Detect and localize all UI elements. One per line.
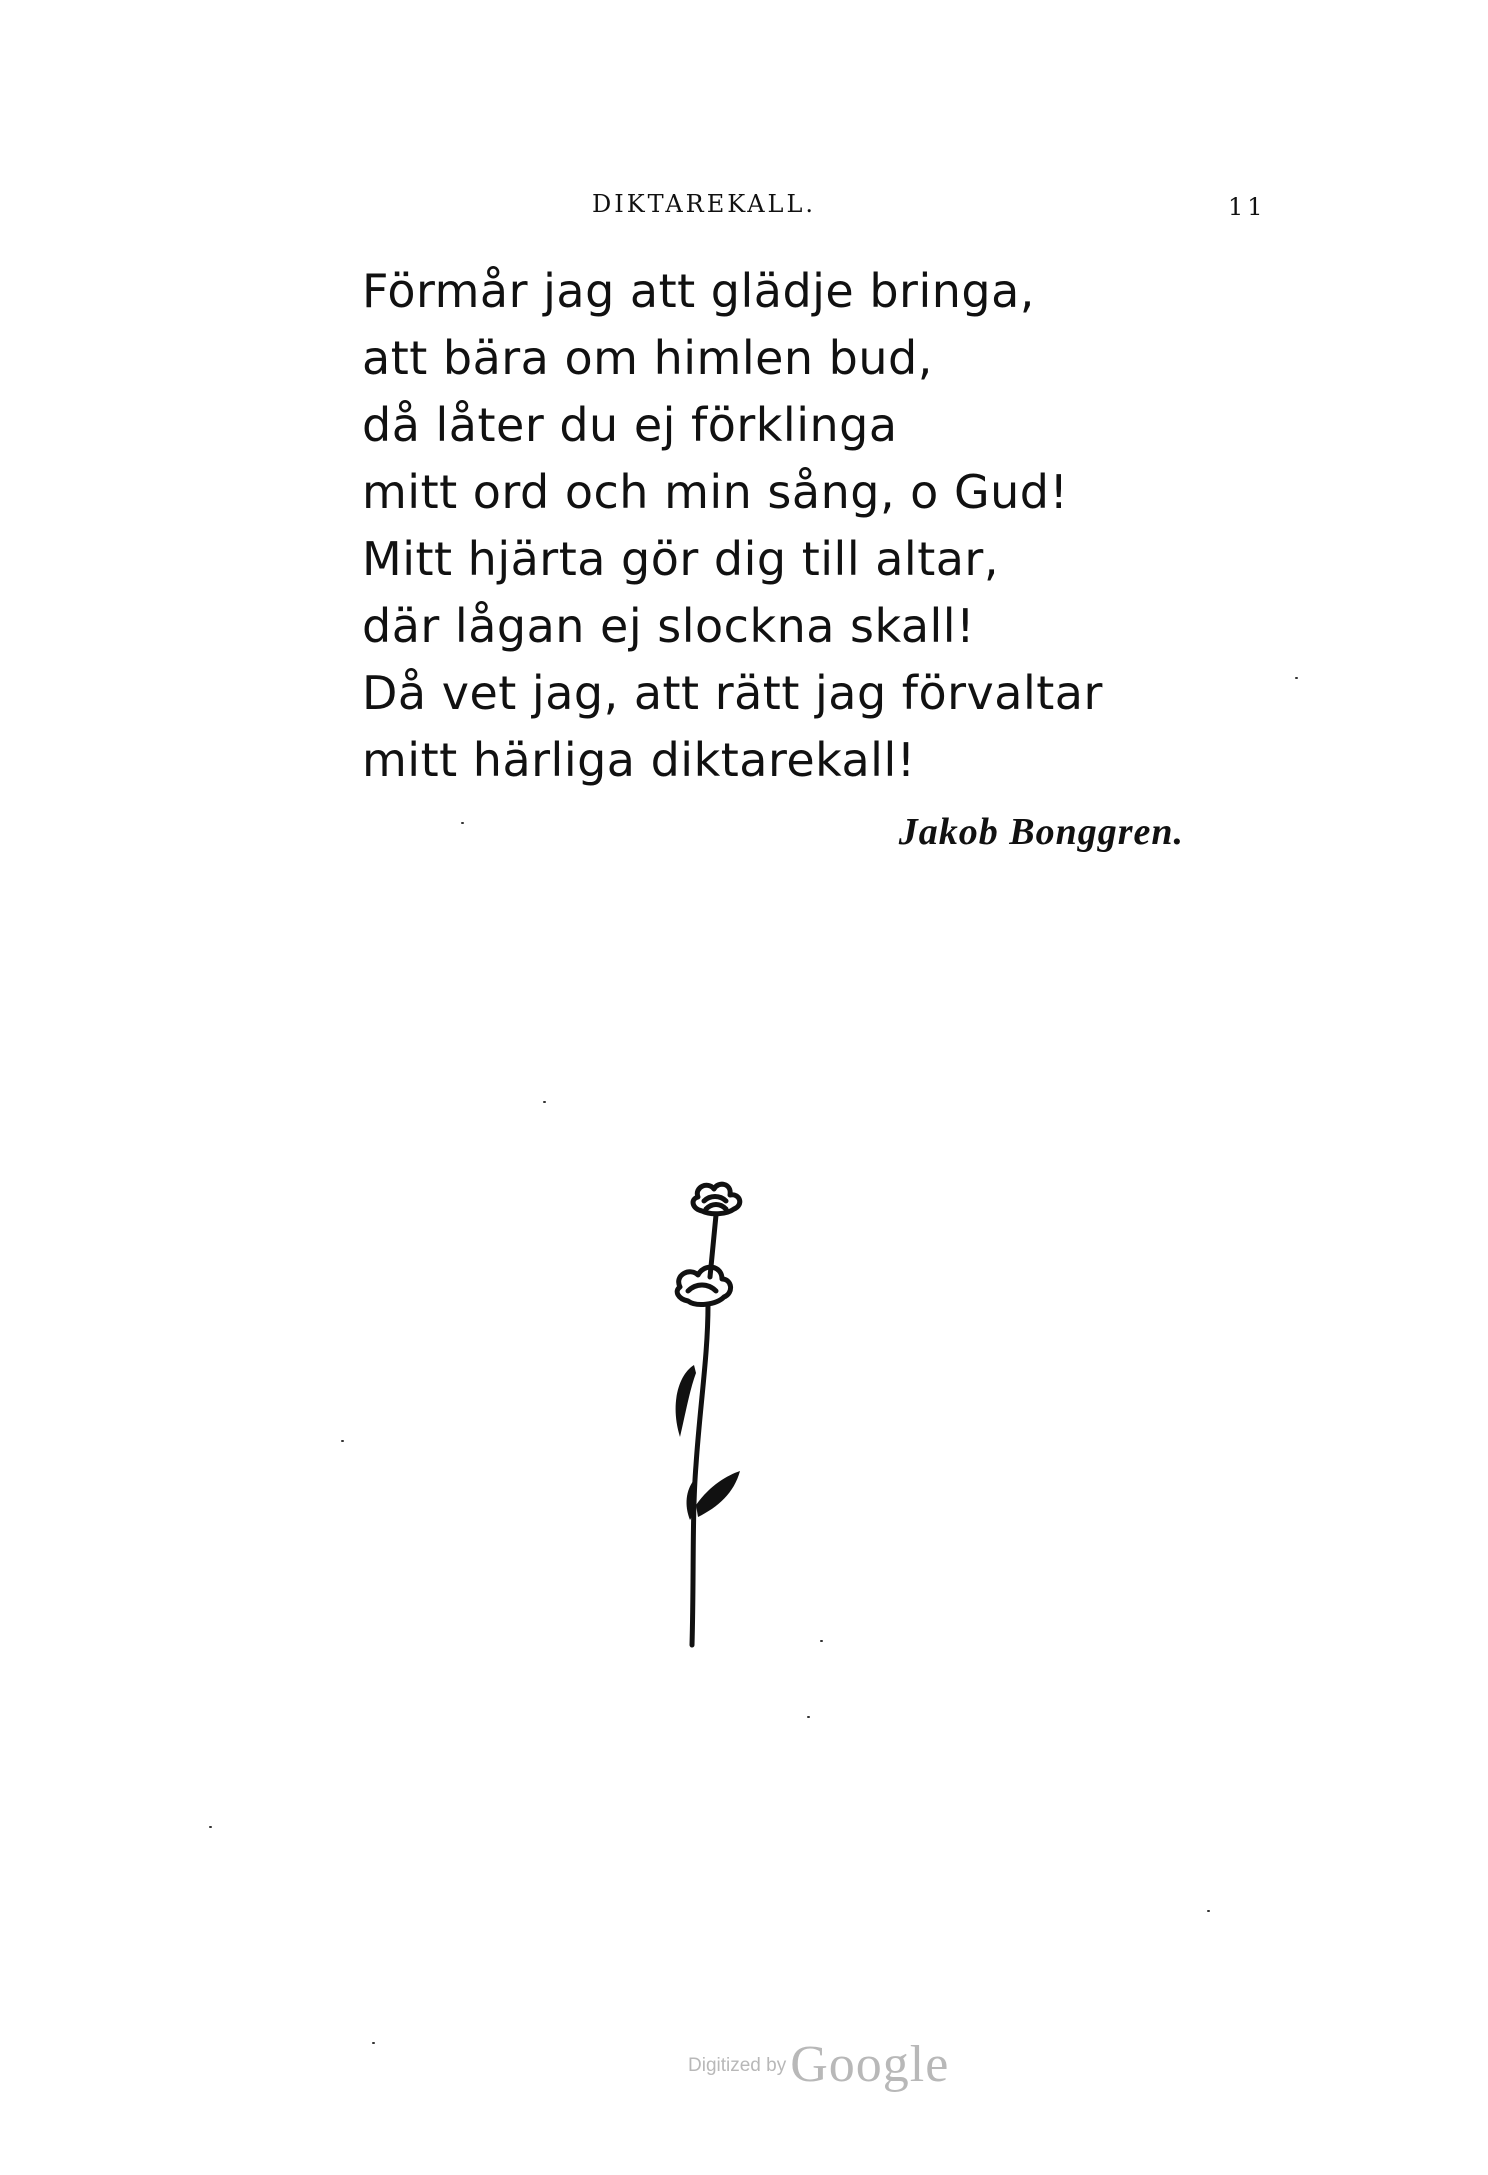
author-signature: Jakob Bonggren. [898, 811, 1184, 853]
print-speck [341, 1440, 344, 1442]
flower-stem-icon [660, 1175, 770, 1665]
poem-line: att bära om himlen bud, [362, 331, 933, 385]
poem-line: mitt härliga diktarekall! [362, 733, 916, 787]
print-speck [461, 822, 464, 824]
print-speck [209, 1826, 212, 1828]
poem-line: där lågan ej slockna skall! [362, 599, 976, 653]
poem-line: Förmår jag att glädje bringa, [362, 264, 1035, 318]
poem [362, 258, 1262, 794]
running-title: DIKTAREKALL. [592, 190, 817, 218]
digitization-watermark [688, 2035, 949, 2094]
running-head [0, 190, 1488, 230]
poem-line: mitt ord och min sång, o Gud! [362, 465, 1069, 519]
page-number: 11 [1228, 193, 1267, 221]
print-speck [1207, 1910, 1210, 1912]
watermark-brand: Google [790, 2036, 950, 2093]
print-speck [1295, 677, 1298, 679]
print-speck [820, 1640, 823, 1642]
print-speck [372, 2042, 375, 2044]
poem-line: Mitt hjärta gör dig till altar, [362, 532, 999, 586]
poem-line: då låter du ej förklinga [362, 398, 898, 452]
print-speck [807, 1716, 810, 1718]
watermark-prefix: Digitized by [688, 2055, 787, 2076]
poem-line: Då vet jag, att rätt jag förvaltar [362, 666, 1103, 720]
print-speck [543, 1101, 546, 1103]
